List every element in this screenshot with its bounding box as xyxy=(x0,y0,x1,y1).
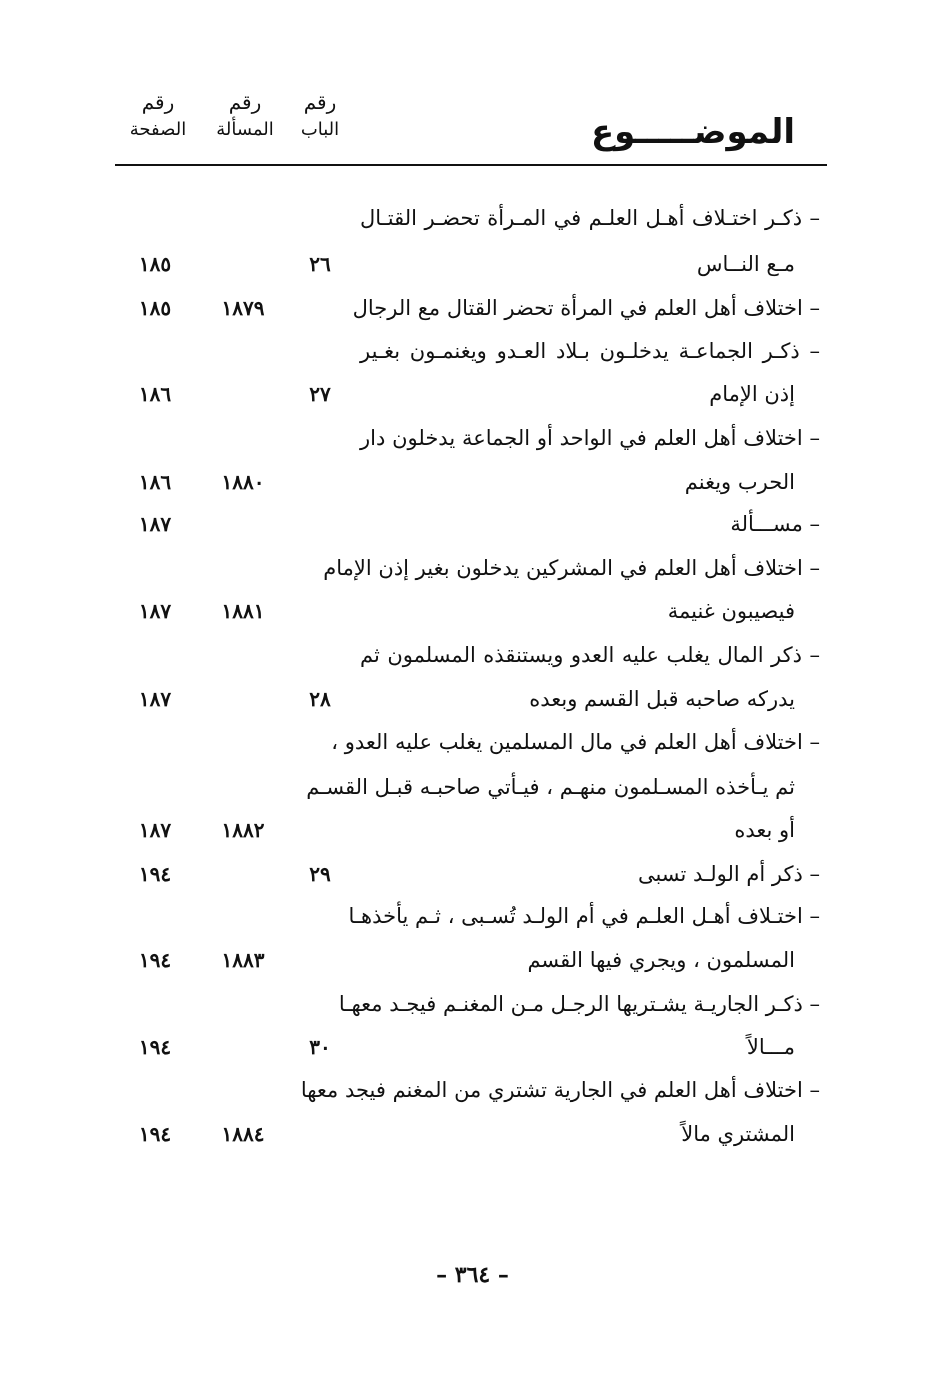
index-row xyxy=(0,637,945,673)
index-row xyxy=(0,420,945,456)
entry-topic: – اختلاف أهل العلم في المرأة تحضر القتال مع الرجال xyxy=(352,296,820,320)
header-col-safha xyxy=(118,88,198,144)
entry-topic: – ذكـر اختـلاف أهـل العلـم في المـرأة تحضـر القتـال xyxy=(360,206,820,230)
index-row xyxy=(0,681,945,717)
index-row xyxy=(0,1029,945,1065)
entry-chapter-number: ٣٠ xyxy=(309,1035,331,1059)
entry-chapter-number: ٢٦ xyxy=(309,252,331,276)
index-row xyxy=(0,246,945,282)
index-row xyxy=(0,550,945,586)
index-row xyxy=(0,376,945,412)
index-row xyxy=(0,1116,945,1152)
index-row xyxy=(0,333,945,369)
header-col-safha-line2: الصفحة xyxy=(129,119,187,140)
entry-topic: – ذكر المال يغلب عليه العدو ويستنقذه المسلمون ثم xyxy=(360,643,820,667)
header-col-safha-line1: رقم xyxy=(141,90,175,114)
entry-issue-number: ١٨٨٣ xyxy=(221,948,265,972)
index-row xyxy=(0,898,945,934)
header-col-masala xyxy=(205,88,285,144)
entry-page-number: ١٩٤ xyxy=(138,862,172,886)
entry-topic: الحرب ويغنم xyxy=(684,470,795,494)
index-row xyxy=(0,464,945,500)
entry-page-number: ١٨٥ xyxy=(138,252,172,276)
entry-page-number: ١٨٥ xyxy=(138,296,172,320)
entry-page-number: ١٨٦ xyxy=(138,382,172,406)
entry-topic: مـع النــاس xyxy=(696,252,795,276)
entry-page-number: ١٨٧ xyxy=(138,599,172,623)
entry-chapter-number: ٢٩ xyxy=(309,862,331,886)
index-row xyxy=(0,942,945,978)
entry-topic: – اختـلاف أهـل العلـم في أم الولـد تُسـبى ، ثـم يأخذهـا xyxy=(348,904,820,928)
entry-topic: المشتري مالاً xyxy=(681,1122,795,1146)
entry-topic: ثم يـأخذه المسـلمون منهـم ، فيـأتي صاحبـه قبـل القسـم xyxy=(306,775,795,799)
header-col-bab-line1: رقم xyxy=(303,90,337,114)
entry-page-number: ١٨٧ xyxy=(138,687,172,711)
entry-page-number: ١٨٦ xyxy=(138,470,172,494)
entry-topic: – اختلاف أهل العلم في الجارية تشتري من المغنم فيجد معها xyxy=(300,1078,820,1102)
entry-topic: مـــالاً xyxy=(746,1035,795,1059)
index-row xyxy=(0,506,945,542)
entry-topic: – ذكـر الجاريـة يشـتريها الرجـل مـن المغنـم فيجـد معهـا xyxy=(338,992,820,1016)
entry-topic: – اختلاف أهل العلم في الواحد أو الجماعة يدخلون دار xyxy=(360,426,820,450)
entry-topic: يدركه صاحبه قبل القسم وبعده xyxy=(529,687,795,711)
entry-issue-number: ١٨٨١ xyxy=(221,599,265,623)
entry-topic: فيصيبون غنيمة xyxy=(667,599,795,623)
entry-issue-number: ١٨٨٢ xyxy=(221,818,265,842)
index-row xyxy=(0,856,945,892)
entry-topic: – مســـألة xyxy=(730,512,820,536)
index-row xyxy=(0,290,945,326)
entry-page-number: ١٩٤ xyxy=(138,948,172,972)
entry-page-number: ١٨٧ xyxy=(138,818,172,842)
entry-topic: المسلمون ، ويجري فيها القسم xyxy=(527,948,795,972)
entry-issue-number: ١٨٨٠ xyxy=(221,470,265,494)
entry-issue-number: ١٨٧٩ xyxy=(221,296,265,320)
entry-topic: – ذكـر الجماعـة يدخلـون بـلاد العـدو ويغنمـون بغـير xyxy=(360,339,820,363)
entry-topic: – ذكر أم الولـد تسبى xyxy=(637,862,820,886)
index-row xyxy=(0,769,945,805)
entry-page-number: ١٩٤ xyxy=(138,1035,172,1059)
entry-page-number: ١٨٧ xyxy=(138,512,172,536)
page-title: الموضـــــوع xyxy=(590,112,795,152)
entry-page-number: ١٩٤ xyxy=(138,1122,172,1146)
header-col-bab-line2: الباب xyxy=(300,119,340,140)
header-col-masala-line1: رقم xyxy=(228,90,262,114)
header-col-masala-line2: المسألة xyxy=(216,119,274,140)
index-row xyxy=(0,986,945,1022)
page-number: – ٣٦٤ – xyxy=(436,1262,509,1288)
index-row xyxy=(0,593,945,629)
entry-chapter-number: ٢٨ xyxy=(309,687,331,711)
entry-issue-number: ١٨٨٤ xyxy=(221,1122,265,1146)
index-row xyxy=(0,200,945,236)
index-row xyxy=(0,1072,945,1108)
header-col-bab xyxy=(285,88,355,144)
entry-topic: أو بعده xyxy=(734,818,795,842)
index-row xyxy=(0,812,945,848)
entry-chapter-number: ٢٧ xyxy=(309,382,331,406)
entry-topic: – اختلاف أهل العلم في المشركين يدخلون بغير إذن الإمام xyxy=(323,556,820,580)
entry-topic: – اختلاف أهل العلم في مال المسلمين يغلب عليه العدو ، xyxy=(331,730,820,754)
index-row xyxy=(0,724,945,760)
header-divider xyxy=(115,164,827,166)
entry-topic: إذن الإمام xyxy=(709,382,795,406)
